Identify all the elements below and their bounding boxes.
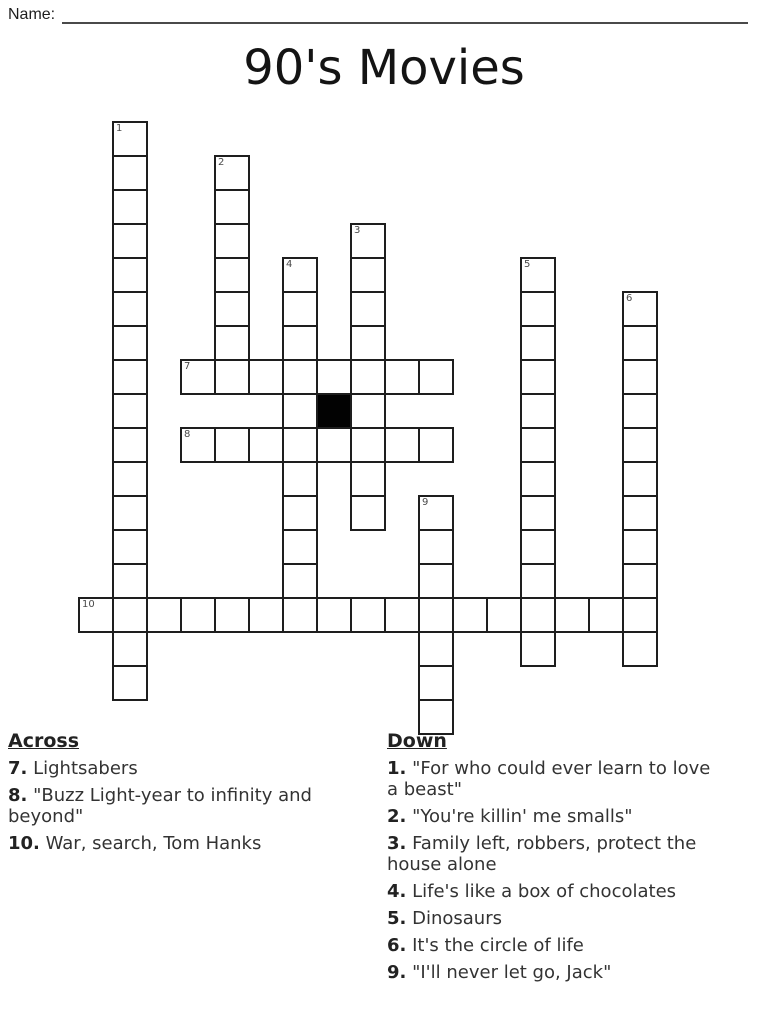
clue-number: 5. <box>387 908 407 929</box>
grid-cell[interactable] <box>622 461 658 497</box>
grid-cell[interactable] <box>384 359 420 395</box>
name-label: Name: <box>8 6 56 23</box>
clue-across-8: 8. "Buzz Light-year to infinity and beyond" <box>8 785 312 827</box>
grid-cell[interactable] <box>418 495 454 531</box>
grid-cell[interactable] <box>282 597 318 633</box>
cell-number: 10 <box>82 599 95 610</box>
clue-down-4: 4. Life's like a box of chocolates <box>387 881 677 902</box>
clue-down-6: 6. It's the circle of life <box>387 935 584 956</box>
grid-cell[interactable] <box>554 597 590 633</box>
grid-cell[interactable] <box>622 597 658 633</box>
grid-cell[interactable] <box>214 325 250 361</box>
grid-cell[interactable] <box>282 257 318 293</box>
grid-cell[interactable] <box>248 597 284 633</box>
grid-cell[interactable] <box>180 427 216 463</box>
clue-down-3: 3. Family left, robbers, protect the house alone <box>387 833 697 875</box>
grid-cell[interactable] <box>384 597 420 633</box>
grid-cell[interactable] <box>418 529 454 565</box>
clue-number: 1. <box>387 758 407 779</box>
grid-cell[interactable] <box>248 427 284 463</box>
grid-cell[interactable] <box>112 563 148 599</box>
grid-cell[interactable] <box>350 427 386 463</box>
grid-cell[interactable] <box>214 359 250 395</box>
grid-cell[interactable] <box>78 597 114 633</box>
cell-number: 5 <box>524 259 531 270</box>
grid-cell[interactable] <box>520 631 556 667</box>
cell-number: 8 <box>184 429 191 440</box>
across-clues-section <box>8 731 358 860</box>
clue-number: 8. <box>8 785 28 806</box>
grid-cell[interactable] <box>520 325 556 361</box>
grid-cell[interactable] <box>282 393 318 429</box>
grid-cell[interactable] <box>112 291 148 327</box>
grid-cell[interactable] <box>282 427 318 463</box>
page-title: 90's Movies <box>243 40 525 96</box>
grid-cell[interactable] <box>350 393 386 429</box>
clue-down-9: 9. "I'll never let go, Jack" <box>387 962 612 983</box>
grid-cell[interactable] <box>520 359 556 395</box>
grid-cell[interactable] <box>418 359 454 395</box>
clue-number: 10. <box>8 833 40 854</box>
cell-number: 2 <box>218 157 225 168</box>
grid-cell[interactable] <box>214 597 250 633</box>
across-heading: Across <box>8 730 80 752</box>
grid-cell[interactable] <box>622 291 658 327</box>
clue-number: 6. <box>387 935 407 956</box>
grid-cell[interactable] <box>350 359 386 395</box>
grid-cell[interactable] <box>418 427 454 463</box>
clue-number: 7. <box>8 758 28 779</box>
grid-cell[interactable] <box>282 461 318 497</box>
grid-cell[interactable] <box>282 291 318 327</box>
grid-cell[interactable] <box>418 665 454 701</box>
grid-cell[interactable] <box>622 325 658 361</box>
grid-cell[interactable] <box>214 155 250 191</box>
grid-cell[interactable] <box>112 495 148 531</box>
grid-cell[interactable] <box>520 427 556 463</box>
cell-number: 6 <box>626 293 633 304</box>
grid-cell[interactable] <box>112 359 148 395</box>
grid-cell[interactable] <box>112 155 148 191</box>
grid-cell[interactable] <box>418 563 454 599</box>
clue-number: 9. <box>387 962 407 983</box>
grid-cell[interactable] <box>112 597 148 633</box>
cell-number: 3 <box>354 225 361 236</box>
grid-cell[interactable] <box>622 393 658 429</box>
grid-cell[interactable] <box>214 427 250 463</box>
grid-cell[interactable] <box>112 461 148 497</box>
grid-cell[interactable] <box>112 393 148 429</box>
cell-number: 1 <box>116 123 123 134</box>
grid-cell[interactable] <box>418 597 454 633</box>
clue-number: 3. <box>387 833 407 854</box>
grid-cell[interactable] <box>520 529 556 565</box>
grid-cell[interactable] <box>282 495 318 531</box>
grid-cell[interactable] <box>112 665 148 701</box>
grid-cell[interactable] <box>622 631 658 667</box>
grid-cell[interactable] <box>622 529 658 565</box>
grid-cell[interactable] <box>112 529 148 565</box>
clue-number: 2. <box>387 806 407 827</box>
clue-across-10: 10. War, search, Tom Hanks <box>8 833 262 854</box>
grid-cell[interactable] <box>282 529 318 565</box>
grid-cell[interactable] <box>146 597 182 633</box>
cell-number: 9 <box>422 497 429 508</box>
grid-cell[interactable] <box>112 257 148 293</box>
grid-cell[interactable] <box>418 631 454 667</box>
grid-cell[interactable] <box>622 495 658 531</box>
grid-cell[interactable] <box>588 597 624 633</box>
grid-cell[interactable] <box>214 291 250 327</box>
cell-number: 4 <box>286 259 293 270</box>
clue-across-7: 7. Lightsabers <box>8 758 138 779</box>
grid-cell[interactable] <box>112 631 148 667</box>
blocked-cell <box>316 393 352 429</box>
grid-cell[interactable] <box>384 427 420 463</box>
grid-cell[interactable] <box>112 189 148 225</box>
clue-down-2: 2. "You're killin' me smalls" <box>387 806 633 827</box>
grid-cell[interactable] <box>520 597 556 633</box>
grid-cell[interactable] <box>282 563 318 599</box>
grid-cell[interactable] <box>316 597 352 633</box>
grid-cell[interactable] <box>214 257 250 293</box>
grid-cell[interactable] <box>622 563 658 599</box>
grid-cell[interactable] <box>622 427 658 463</box>
grid-cell[interactable] <box>112 427 148 463</box>
grid-cell[interactable] <box>350 597 386 633</box>
grid-cell[interactable] <box>214 223 250 259</box>
grid-cell[interactable] <box>452 597 488 633</box>
grid-cell[interactable] <box>520 393 556 429</box>
grid-cell[interactable] <box>112 121 148 157</box>
name-input-line[interactable] <box>62 6 748 24</box>
grid-cell[interactable] <box>282 325 318 361</box>
grid-cell[interactable] <box>350 325 386 361</box>
grid-cell[interactable] <box>112 325 148 361</box>
down-clues-section <box>387 731 724 989</box>
grid-cell[interactable] <box>520 291 556 327</box>
grid-cell[interactable] <box>248 359 284 395</box>
grid-cell[interactable] <box>282 359 318 395</box>
grid-cell[interactable] <box>350 495 386 531</box>
grid-cell[interactable] <box>214 189 250 225</box>
name-row <box>8 6 748 24</box>
clue-down-5: 5. Dinosaurs <box>387 908 502 929</box>
grid-cell[interactable] <box>180 359 216 395</box>
grid-cell[interactable] <box>520 495 556 531</box>
grid-cell[interactable] <box>350 291 386 327</box>
down-clues-list <box>387 758 724 983</box>
grid-cell[interactable] <box>112 223 148 259</box>
grid-cell[interactable] <box>486 597 522 633</box>
clue-down-1: 1. "For who could ever learn to love a beast" <box>387 758 711 800</box>
cell-number: 7 <box>184 361 191 372</box>
grid-cell[interactable] <box>350 257 386 293</box>
down-heading: Down <box>387 730 447 752</box>
grid-cell[interactable] <box>520 563 556 599</box>
grid-cell[interactable] <box>316 359 352 395</box>
grid-cell[interactable] <box>180 597 216 633</box>
grid-cell[interactable] <box>622 359 658 395</box>
across-clues-list <box>8 758 358 854</box>
grid-cell[interactable] <box>350 461 386 497</box>
grid-cell[interactable] <box>316 427 352 463</box>
clue-number: 4. <box>387 881 407 902</box>
grid-cell[interactable] <box>350 223 386 259</box>
grid-cell[interactable] <box>520 257 556 293</box>
grid-cell[interactable] <box>520 461 556 497</box>
